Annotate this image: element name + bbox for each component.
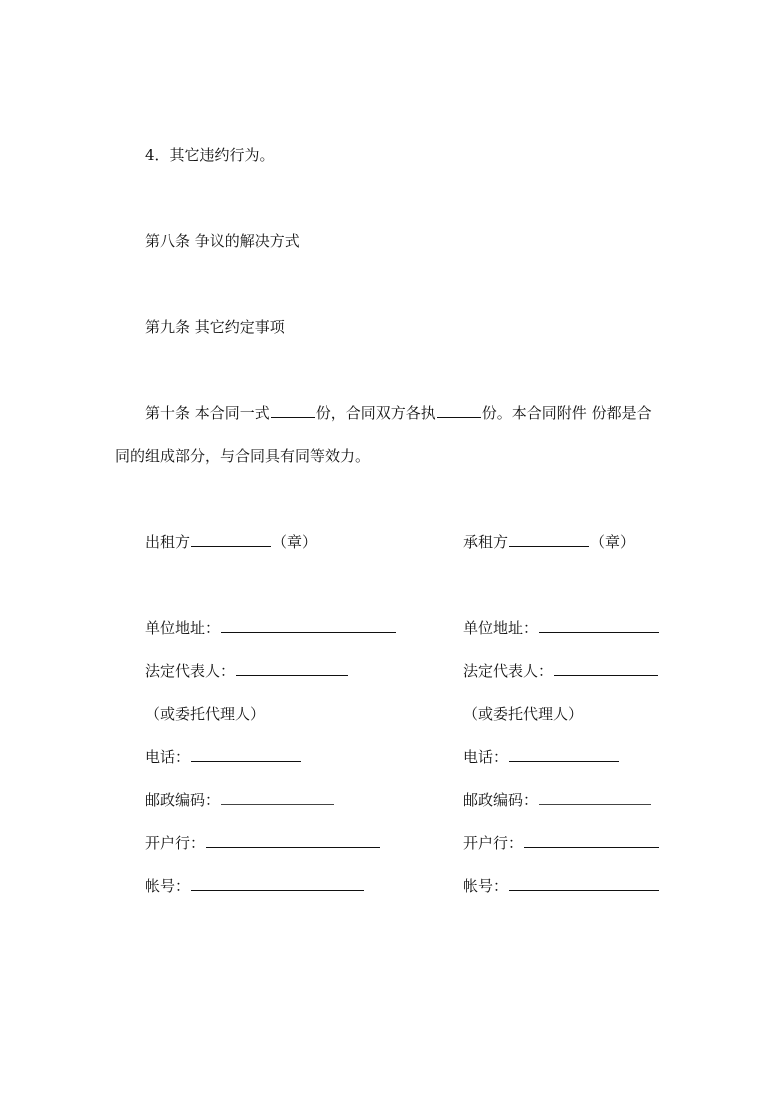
- lessor-account-label: 帐号：: [145, 877, 191, 895]
- lessee-postcode-line: [463, 790, 652, 810]
- lessor-postcode-label: 邮政编码：: [145, 791, 221, 809]
- lessor-account-line: [145, 876, 365, 896]
- lessee-bank-line: [463, 833, 660, 853]
- lessor-address-field[interactable]: [221, 618, 396, 633]
- lessor-bank-field[interactable]: [206, 833, 380, 848]
- lessor-account-field[interactable]: [191, 876, 364, 891]
- lessor-seal-label: （章）: [272, 533, 318, 551]
- lessee-party-label: 承租方: [463, 533, 509, 551]
- lessee-address-field[interactable]: [539, 618, 659, 633]
- lessee-address-line: [463, 618, 660, 638]
- lessee-address-label: 单位地址：: [463, 619, 539, 637]
- lessee-seal-label: （章）: [590, 533, 636, 551]
- lessor-name-field[interactable]: [191, 532, 271, 547]
- lessor-agent-label: （或委托代理人）: [145, 705, 266, 723]
- lessee-phone-label: 电话：: [463, 748, 509, 766]
- article-10-part-b: 份，合同双方各执: [315, 404, 436, 422]
- lessor-bank-label: 开户行：: [145, 834, 206, 852]
- lessee-rep-field[interactable]: [554, 661, 658, 676]
- article-10-continued: 同的组成部分，与合同具有同等效力。: [115, 447, 371, 465]
- article-9-heading: 第九条 其它约定事项: [145, 318, 285, 336]
- lessor-address-label: 单位地址：: [145, 619, 221, 637]
- article-10-part-c: 份。本合同附件 份都是合: [481, 404, 652, 422]
- lessor-postcode-line: [145, 790, 335, 810]
- lessee-postcode-field[interactable]: [539, 790, 651, 805]
- lessee-agent-label: （或委托代理人）: [463, 705, 584, 723]
- lessee-name-field[interactable]: [509, 532, 589, 547]
- clause-breach-4: 4．其它违约行为。: [145, 146, 275, 164]
- lessee-account-label: 帐号：: [463, 877, 509, 895]
- lessor-phone-field[interactable]: [191, 747, 301, 762]
- lessee-phone-field[interactable]: [509, 747, 619, 762]
- lessee-party-line: [463, 532, 635, 552]
- lessee-postcode-label: 邮政编码：: [463, 791, 539, 809]
- lessor-postcode-field[interactable]: [221, 790, 334, 805]
- lessor-phone-label: 电话：: [145, 748, 191, 766]
- lessor-party-label: 出租方: [145, 533, 191, 551]
- lessee-bank-field[interactable]: [524, 833, 659, 848]
- lessee-rep-label: 法定代表人：: [463, 662, 554, 680]
- article-10-part-a: 第十条 本合同一式: [145, 404, 270, 422]
- article-10: [145, 403, 652, 423]
- lessee-phone-line: [463, 747, 620, 767]
- lessor-rep-label: 法定代表人：: [145, 662, 236, 680]
- lessee-rep-line: [463, 661, 659, 681]
- lessee-account-line: [463, 876, 660, 896]
- lessor-party-line: [145, 532, 317, 552]
- copies-blank[interactable]: [271, 403, 315, 418]
- lessor-address-line: [145, 618, 397, 638]
- copies-each-blank[interactable]: [437, 403, 481, 418]
- lessor-bank-line: [145, 833, 381, 853]
- article-8-heading: 第八条 争议的解决方式: [145, 232, 300, 250]
- lessee-bank-label: 开户行：: [463, 834, 524, 852]
- lessee-account-field[interactable]: [509, 876, 659, 891]
- lessor-rep-line: [145, 661, 349, 681]
- lessor-rep-field[interactable]: [236, 661, 348, 676]
- lessor-phone-line: [145, 747, 302, 767]
